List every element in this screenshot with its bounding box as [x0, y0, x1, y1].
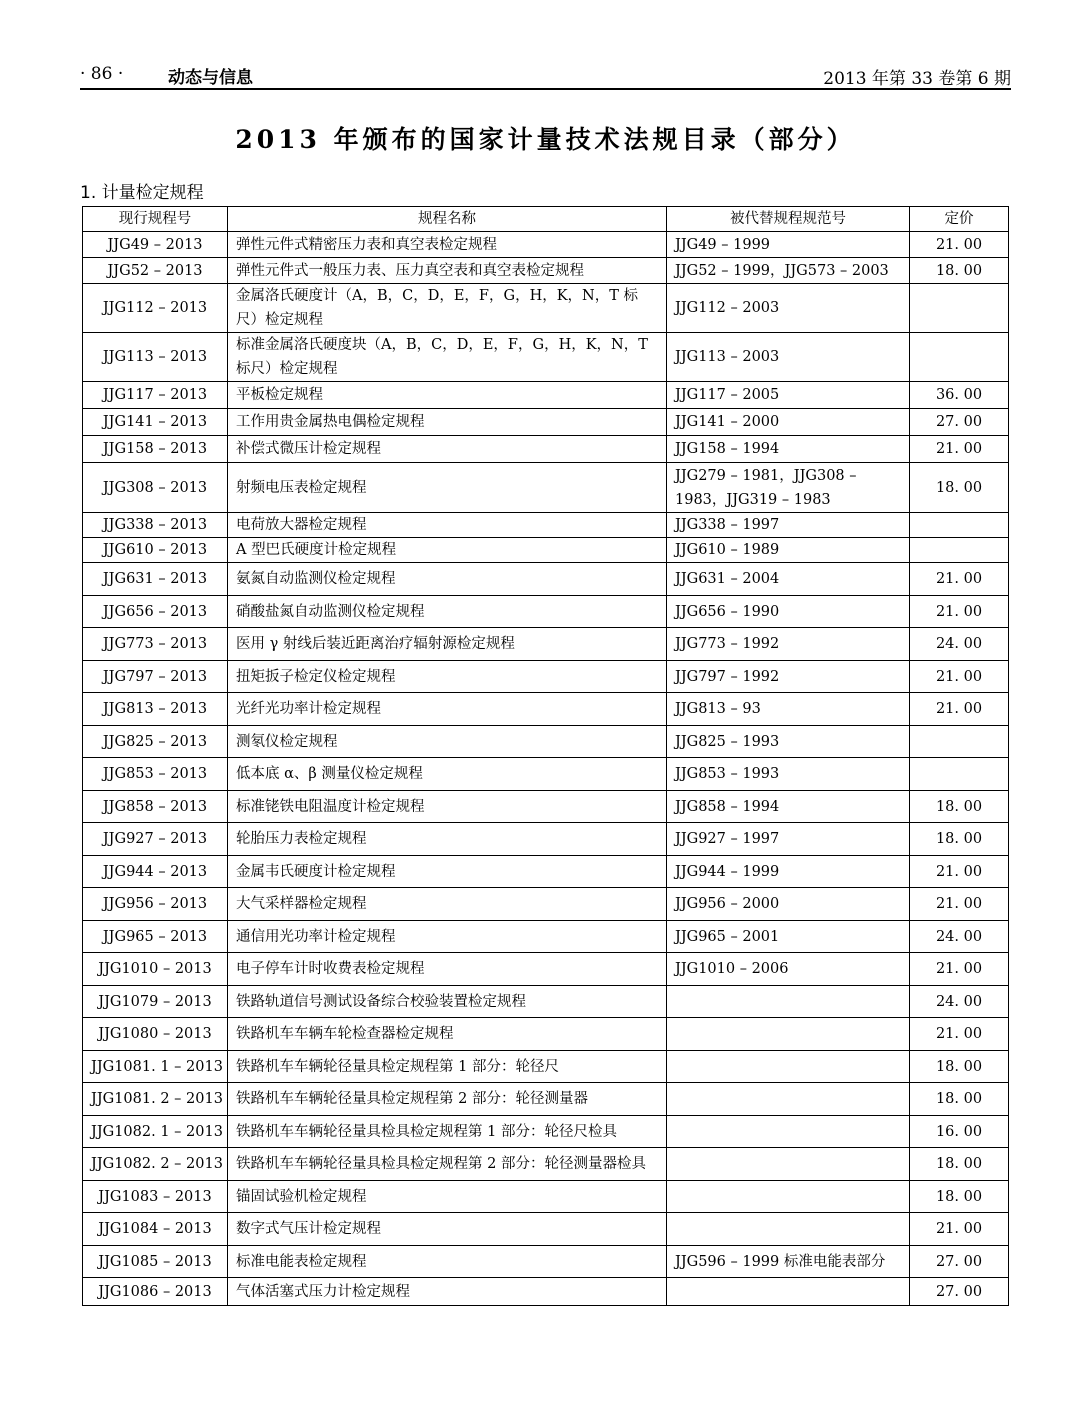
table-row [83, 409, 1009, 436]
row-replaces: JJG52 – 1999，JJG573 – 2003 [667, 258, 910, 284]
row-price: 21. 00 [910, 1213, 1009, 1246]
row-code: JJG117 – 2013 [83, 382, 228, 409]
row-price [910, 513, 1009, 538]
row-code: JJG944 – 2013 [83, 856, 228, 888]
table-row [83, 436, 1009, 463]
table-row [83, 1051, 1009, 1083]
row-replaces: JJG944 – 1999 [667, 856, 910, 888]
row-code: JJG113 – 2013 [83, 333, 228, 382]
table-row [83, 628, 1009, 661]
row-price: 24. 00 [910, 921, 1009, 953]
table-row [83, 1278, 1009, 1306]
row-name: 射频电压表检定规程 [228, 463, 667, 513]
row-code: JJG1082. 1 – 2013 [83, 1116, 228, 1148]
row-replaces: JJG117 – 2005 [667, 382, 910, 409]
row-code: JJG797 – 2013 [83, 661, 228, 693]
table-row [83, 693, 1009, 726]
row-price: 21. 00 [910, 596, 1009, 628]
row-name: 光纤光功率计检定规程 [228, 693, 667, 726]
row-name: 金属洛氏硬度计（A，B，C，D，E，F，G，H，K，N，T 标尺）检定规程 [228, 284, 667, 333]
row-name: 金属韦氏硬度计检定规程 [228, 856, 667, 888]
table-row [83, 1116, 1009, 1148]
table-row [83, 1246, 1009, 1278]
row-price [910, 284, 1009, 333]
row-price: 24. 00 [910, 628, 1009, 661]
page-title: 2013 年颁布的国家计量技术法规目录（部分） [235, 125, 856, 154]
row-name: 通信用光功率计检定规程 [228, 921, 667, 953]
row-code: JJG813 – 2013 [83, 693, 228, 726]
row-name: 医用 γ 射线后装近距离治疗辐射源检定规程 [228, 628, 667, 661]
row-name: A 型巴氏硬度计检定规程 [228, 538, 667, 563]
row-name: 数字式气压计检定规程 [228, 1213, 667, 1246]
row-replaces: JJG858 – 1994 [667, 791, 910, 823]
running-header [80, 62, 1011, 90]
row-replaces: JJG965 – 2001 [667, 921, 910, 953]
row-price [910, 333, 1009, 382]
row-code: JJG858 – 2013 [83, 791, 228, 823]
section-heading: 1. 计量检定规程 [80, 183, 204, 203]
row-replaces: JJG596 – 1999 标准电能表部分 [667, 1246, 910, 1278]
row-price: 21. 00 [910, 856, 1009, 888]
table-row [83, 232, 1009, 258]
section-name: 动态与信息 [168, 68, 253, 88]
col-header-name: 规程名称 [228, 207, 667, 232]
row-price: 27. 00 [910, 1278, 1009, 1306]
row-replaces: JJG49 – 1999 [667, 232, 910, 258]
row-replaces [667, 1051, 910, 1083]
row-name: 铁路机车车辆轮径量具检具检定规程第 1 部分：轮径尺检具 [228, 1116, 667, 1148]
row-name: 扭矩扳子检定仪检定规程 [228, 661, 667, 693]
row-name: 氨氮自动监测仪检定规程 [228, 563, 667, 596]
row-price: 24. 00 [910, 986, 1009, 1018]
table-row [83, 1083, 1009, 1116]
col-header-price: 定价 [910, 207, 1009, 232]
table-row [83, 823, 1009, 856]
row-price: 21. 00 [910, 953, 1009, 986]
row-replaces: JJG631 – 2004 [667, 563, 910, 596]
row-code: JJG825 – 2013 [83, 726, 228, 758]
row-replaces [667, 1148, 910, 1181]
row-price: 36. 00 [910, 382, 1009, 409]
row-replaces: JJG797 – 1992 [667, 661, 910, 693]
row-name: 电荷放大器检定规程 [228, 513, 667, 538]
row-name: 工作用贵金属热电偶检定规程 [228, 409, 667, 436]
table-header-row [83, 207, 1009, 232]
row-name: 标准金属洛氏硬度块（A，B，C，D，E，F，G，H，K，N，T 标尺）检定规程 [228, 333, 667, 382]
row-name: 补偿式微压计检定规程 [228, 436, 667, 463]
row-price: 21. 00 [910, 436, 1009, 463]
row-code: JJG1082. 2 – 2013 [83, 1148, 228, 1181]
col-header-replaces: 被代替规程规范号 [667, 207, 910, 232]
row-name: 硝酸盐氮自动监测仪检定规程 [228, 596, 667, 628]
row-code: JJG773 – 2013 [83, 628, 228, 661]
row-replaces: JJG158 – 1994 [667, 436, 910, 463]
row-name: 铁路机车车辆轮径量具检定规程第 2 部分：轮径测量器 [228, 1083, 667, 1116]
table-row [83, 791, 1009, 823]
row-code: JJG1086 – 2013 [83, 1278, 228, 1306]
row-name: 铁路机车车辆轮径量具检具检定规程第 2 部分：轮径测量器检具 [228, 1148, 667, 1181]
row-code: JJG158 – 2013 [83, 436, 228, 463]
row-replaces: JJG825 – 1993 [667, 726, 910, 758]
row-name: 标准铑铁电阻温度计检定规程 [228, 791, 667, 823]
row-replaces: JJG1010 – 2006 [667, 953, 910, 986]
table-row [83, 856, 1009, 888]
row-price: 18. 00 [910, 1083, 1009, 1116]
row-price: 21. 00 [910, 693, 1009, 726]
row-name: 铁路轨道信号测试设备综合校验装置检定规程 [228, 986, 667, 1018]
row-code: JJG631 – 2013 [83, 563, 228, 596]
table-row [83, 1018, 1009, 1051]
row-replaces [667, 1116, 910, 1148]
row-price: 18. 00 [910, 258, 1009, 284]
row-price: 18. 00 [910, 1051, 1009, 1083]
row-name: 轮胎压力表检定规程 [228, 823, 667, 856]
row-price [910, 726, 1009, 758]
table-row [83, 258, 1009, 284]
row-name: 电子停车计时收费表检定规程 [228, 953, 667, 986]
table-row [83, 538, 1009, 563]
row-name: 大气采样器检定规程 [228, 888, 667, 921]
row-name: 平板检定规程 [228, 382, 667, 409]
row-code: JJG1079 – 2013 [83, 986, 228, 1018]
row-replaces [667, 1181, 910, 1213]
row-code: JJG112 – 2013 [83, 284, 228, 333]
row-price [910, 538, 1009, 563]
table-row [83, 333, 1009, 382]
row-code: JJG1084 – 2013 [83, 1213, 228, 1246]
table-row [83, 1148, 1009, 1181]
row-code: JJG1080 – 2013 [83, 1018, 228, 1051]
row-replaces [667, 986, 910, 1018]
row-replaces: JJG279 – 1981，JJG308 – 1983，JJG319 – 1983 [667, 463, 910, 513]
regulation-table [82, 206, 1009, 1306]
row-price: 18. 00 [910, 463, 1009, 513]
table-row [83, 1181, 1009, 1213]
row-code: JJG308 – 2013 [83, 463, 228, 513]
row-price: 27. 00 [910, 409, 1009, 436]
row-price: 27. 00 [910, 1246, 1009, 1278]
row-code: JJG656 – 2013 [83, 596, 228, 628]
row-replaces: JJG113 – 2003 [667, 333, 910, 382]
page-number: · 86 · [80, 64, 124, 84]
table-row [83, 463, 1009, 513]
table-row [83, 284, 1009, 333]
table-row [83, 382, 1009, 409]
row-replaces [667, 1018, 910, 1051]
row-price: 18. 00 [910, 791, 1009, 823]
row-price: 18. 00 [910, 1181, 1009, 1213]
table-row [83, 726, 1009, 758]
row-price: 18. 00 [910, 1148, 1009, 1181]
row-price: 21. 00 [910, 661, 1009, 693]
table-row [83, 888, 1009, 921]
row-price [910, 758, 1009, 791]
row-name: 标准电能表检定规程 [228, 1246, 667, 1278]
row-replaces [667, 1278, 910, 1306]
row-name: 气体活塞式压力计检定规程 [228, 1278, 667, 1306]
row-code: JJG927 – 2013 [83, 823, 228, 856]
row-replaces: JJG338 – 1997 [667, 513, 910, 538]
row-name: 锚固试验机检定规程 [228, 1181, 667, 1213]
row-code: JJG52 – 2013 [83, 258, 228, 284]
row-price: 21. 00 [910, 1018, 1009, 1051]
col-header-code: 现行规程号 [83, 207, 228, 232]
table-row [83, 921, 1009, 953]
row-price: 21. 00 [910, 232, 1009, 258]
row-replaces: JJG112 – 2003 [667, 284, 910, 333]
row-replaces: JJG853 – 1993 [667, 758, 910, 791]
row-replaces: JJG610 – 1989 [667, 538, 910, 563]
row-code: JJG965 – 2013 [83, 921, 228, 953]
row-name: 测氡仪检定规程 [228, 726, 667, 758]
row-price: 21. 00 [910, 563, 1009, 596]
row-code: JJG49 – 2013 [83, 232, 228, 258]
table-row [83, 563, 1009, 596]
row-code: JJG1010 – 2013 [83, 953, 228, 986]
table-row [83, 986, 1009, 1018]
table-row [83, 1213, 1009, 1246]
row-replaces [667, 1213, 910, 1246]
row-price: 16. 00 [910, 1116, 1009, 1148]
row-code: JJG1083 – 2013 [83, 1181, 228, 1213]
row-code: JJG853 – 2013 [83, 758, 228, 791]
table-row [83, 953, 1009, 986]
issue-info: 2013 年第 33 卷第 6 期 [823, 69, 1011, 89]
row-name: 弹性元件式一般压力表、压力真空表和真空表检定规程 [228, 258, 667, 284]
row-price: 21. 00 [910, 888, 1009, 921]
row-code: JJG610 – 2013 [83, 538, 228, 563]
row-replaces [667, 1083, 910, 1116]
row-replaces: JJG927 – 1997 [667, 823, 910, 856]
row-code: JJG1081. 1 – 2013 [83, 1051, 228, 1083]
table-row [83, 758, 1009, 791]
row-replaces: JJG773 – 1992 [667, 628, 910, 661]
row-price: 18. 00 [910, 823, 1009, 856]
row-name: 低本底 α、β 测量仪检定规程 [228, 758, 667, 791]
row-replaces: JJG813 – 93 [667, 693, 910, 726]
table-row [83, 596, 1009, 628]
row-code: JJG956 – 2013 [83, 888, 228, 921]
table-body [83, 232, 1009, 1306]
row-name: 铁路机车车辆车轮检查器检定规程 [228, 1018, 667, 1051]
table-row [83, 513, 1009, 538]
row-code: JJG1081. 2 – 2013 [83, 1083, 228, 1116]
row-code: JJG1085 – 2013 [83, 1246, 228, 1278]
table-row [83, 661, 1009, 693]
row-code: JJG338 – 2013 [83, 513, 228, 538]
row-replaces: JJG141 – 2000 [667, 409, 910, 436]
row-name: 铁路机车车辆轮径量具检定规程第 1 部分：轮径尺 [228, 1051, 667, 1083]
row-name: 弹性元件式精密压力表和真空表检定规程 [228, 232, 667, 258]
row-replaces: JJG656 – 1990 [667, 596, 910, 628]
row-replaces: JJG956 – 2000 [667, 888, 910, 921]
row-code: JJG141 – 2013 [83, 409, 228, 436]
